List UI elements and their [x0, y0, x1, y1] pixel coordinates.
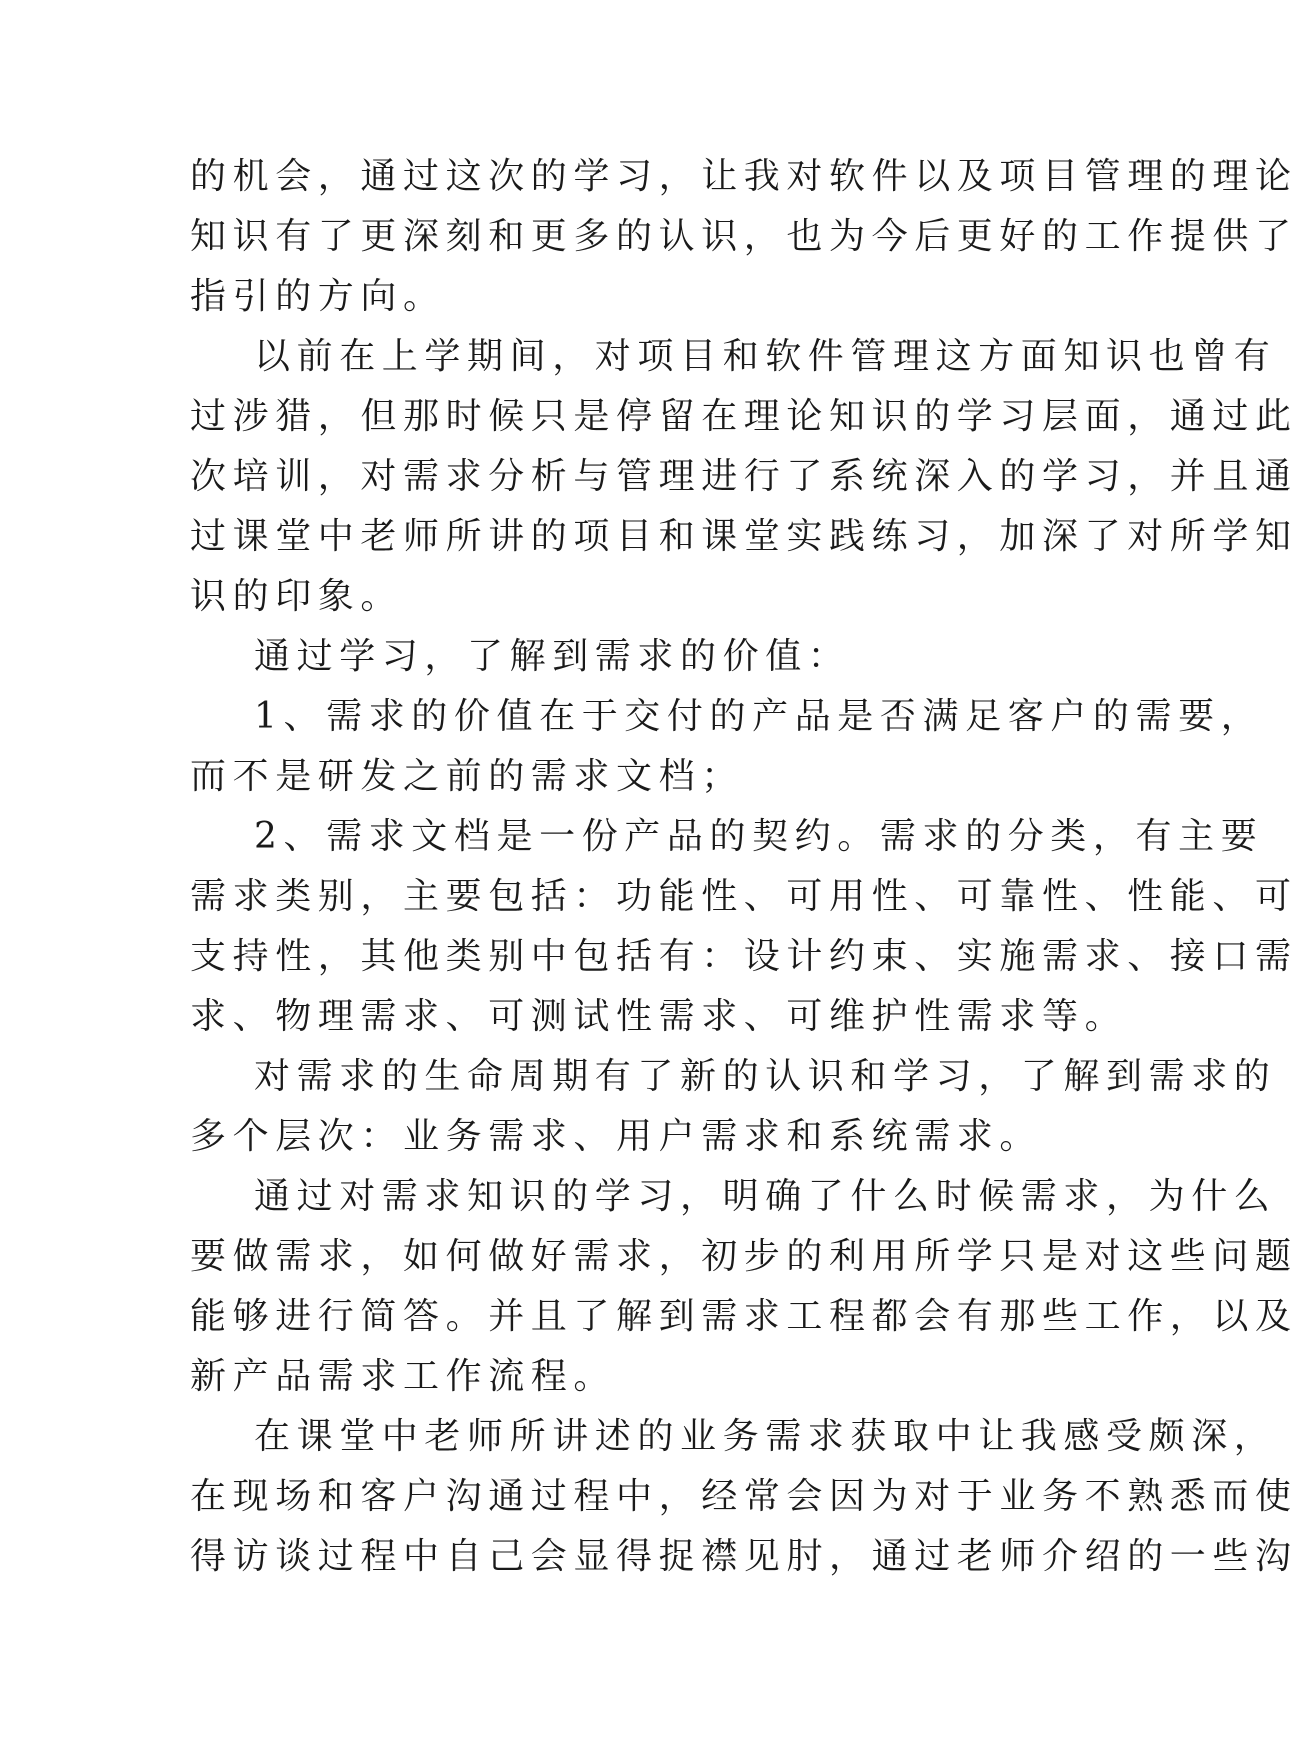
text-line: 指引的方向。	[190, 276, 446, 317]
list-item-2: 2、需求文档是一份产品的契约。需求的分类，有主要	[254, 816, 1264, 857]
text-line: 要做需求，如何做好需求，初步的利用所学只是对这些问题	[190, 1236, 1298, 1277]
text-line: 求、物理需求、可测试性需求、可维护性需求等。	[190, 996, 1128, 1037]
text-line: 支持性，其他类别中包括有：设计约束、实施需求、接口需	[190, 936, 1298, 977]
text-line: 过涉猎，但那时候只是停留在理论知识的学习层面，通过此	[190, 396, 1298, 437]
list-item-1: 1、需求的价值在于交付的产品是否满足客户的需要，	[254, 696, 1264, 737]
text-line: 过课堂中老师所讲的项目和课堂实践练习，加深了对所学知	[190, 516, 1298, 557]
text-line: 次培训，对需求分析与管理进行了系统深入的学习，并且通	[190, 456, 1298, 497]
paragraph-first-line: 对需求的生命周期有了新的认识和学习，了解到需求的	[254, 1056, 1277, 1097]
text-line: 得访谈过程中自己会显得捉襟见肘，通过老师介绍的一些沟	[190, 1536, 1298, 1577]
text-line: 而不是研发之前的需求文档；	[190, 756, 744, 797]
text-line: 在现场和客户沟通过程中，经常会因为对于业务不熟悉而使	[190, 1476, 1298, 1517]
paragraph-first-line: 在课堂中老师所讲述的业务需求获取中让我感受颇深，	[254, 1416, 1277, 1457]
text-line: 能够进行简答。并且了解到需求工程都会有那些工作，以及	[190, 1296, 1298, 1337]
text-line: 知识有了更深刻和更多的认识，也为今后更好的工作提供了	[190, 216, 1298, 257]
text-line: 的机会，通过这次的学习，让我对软件以及项目管理的理论	[190, 156, 1298, 197]
paragraph-first-line: 通过学习，了解到需求的价值：	[254, 636, 851, 677]
text-line: 多个层次：业务需求、用户需求和系统需求。	[190, 1116, 1043, 1157]
text-line: 识的印象。	[190, 576, 404, 617]
text-line: 新产品需求工作流程。	[190, 1356, 617, 1397]
text-line: 需求类别，主要包括：功能性、可用性、可靠性、性能、可	[190, 876, 1298, 917]
paragraph-first-line: 通过对需求知识的学习，明确了什么时候需求，为什么	[254, 1176, 1277, 1217]
paragraph-first-line: 以前在上学期间，对项目和软件管理这方面知识也曾有	[254, 336, 1277, 377]
